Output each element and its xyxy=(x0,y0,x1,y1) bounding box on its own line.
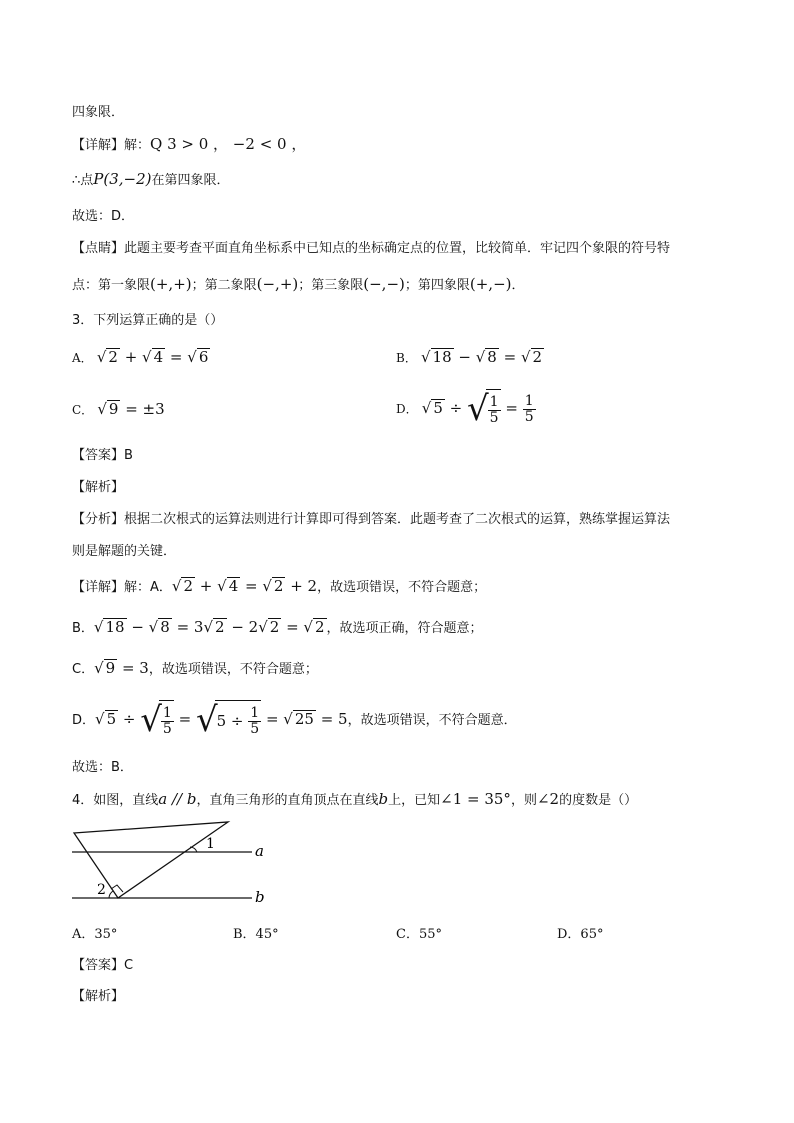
text-line: 【分析】根据二次根式的运算法则进行计算即可得到答案．此题考查了二次根式的运算，熟练掌握运算法 xyxy=(72,512,671,527)
text-line: 故选：D． xyxy=(72,209,135,224)
text-line: 【点睛】此题主要考查平面直角坐标系中已知点的坐标确定点的位置，比较简单．牢记四个象限的符号特 xyxy=(72,241,671,256)
formula: √ 5 ÷ √ $\frac{1}{5}$ = $\frac{1}{5}$ xyxy=(421,389,534,430)
text-line: 【详解】解：Q 3 > 0 ， −2 < 0 ， xyxy=(72,135,307,153)
label-line-b: b xyxy=(255,888,265,906)
question-4-stem: 4．如图，直线a // b，直角三角形的直角顶点在直线b上，已知∠1 = 35°，则∠2的度数是（） xyxy=(72,790,638,808)
q3-answer: 【答案】B xyxy=(72,448,133,463)
text-line: 四象限． xyxy=(72,105,125,120)
formula: √ 2 + √ 4 = √ 6 xyxy=(96,348,209,366)
formula: √ 9 = 3 xyxy=(94,659,149,677)
q3-detail-c: C．√ 9 = 3，故选项错误，不符合题意； xyxy=(72,659,318,677)
q3-option-d: D． √ 5 ÷ √ $\frac{1}{5}$ = $\frac{1}{5}$ xyxy=(396,389,534,430)
formula: √ 18 − √ 8 = 3√ 2 − 2√ 2 = √ 2 xyxy=(93,618,325,636)
q4-answer: 【答案】C xyxy=(72,958,134,973)
formula: √ 5 ÷ √ $\frac{1}{5}$ = √5 ÷ $\frac{1}{5}$ = √ 25 = 5 xyxy=(95,700,348,741)
q4-option-c: C．55° xyxy=(396,927,442,942)
q3-choose: 故选：B． xyxy=(72,760,133,775)
q3-option-b: B． √ 18 − √ 8 = √ 2 xyxy=(396,348,543,366)
question-3-stem: 3．下列运算正确的是（） xyxy=(72,313,224,328)
text-line: 则是解题的关键． xyxy=(72,544,177,559)
text-line: ∴点P(3,−2)在第四象限． xyxy=(72,170,230,188)
formula: √ 2 + √ 4 = √ 2 + 2 xyxy=(171,577,318,595)
q3-option-a: A． √ 2 + √ 4 = √ 6 xyxy=(72,348,209,366)
q4-option-d: D．65° xyxy=(557,927,604,942)
q3-detail-b: B．√ 18 − √ 8 = 3√ 2 − 2√ 2 = √ 2 ，故选项正确，符合题意； xyxy=(72,618,483,636)
geometry-figure xyxy=(66,816,276,912)
label-angle-1: 1 xyxy=(206,836,215,852)
q3-detail-a: 【详解】解：A．√ 2 + √ 4 = √ 2 + 2，故选项错误，不符合题意； xyxy=(72,577,487,595)
q4-option-a: A．35° xyxy=(72,927,118,942)
q4-analysis-heading: 【解析】 xyxy=(72,989,125,1004)
q3-analysis-heading: 【解析】 xyxy=(72,480,125,495)
q3-option-c: C． √ 9 = ±3 xyxy=(72,400,165,418)
text-line: 点：第一象限(+,+)；第二象限(−,+)；第三象限(−,−)；第四象限(+,−)． xyxy=(72,275,525,293)
formula: √ 18 − √ 8 = √ 2 xyxy=(420,348,543,366)
label-line-a: a xyxy=(255,842,264,860)
formula: √ 9 = ±3 xyxy=(97,400,165,418)
angle-2-arc xyxy=(109,891,113,898)
label-angle-2: 2 xyxy=(97,882,106,898)
q4-option-b: B．45° xyxy=(233,927,279,942)
q3-detail-d: D．√ 5 ÷ √ $\frac{1}{5}$ = √5 ÷ $\frac{1}{5}$ = √ 25 = 5，故选项错误，不符合题意． xyxy=(72,700,517,741)
